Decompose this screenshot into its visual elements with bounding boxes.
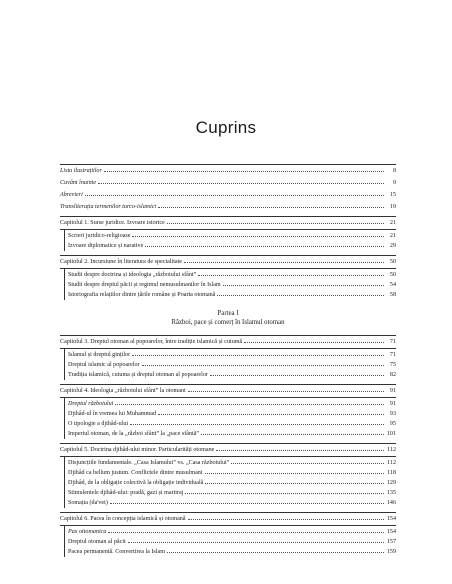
section-bracket <box>64 525 65 557</box>
toc-section: Tradiția islamică, cutuma și dreptul otoman al popoarelor 82 <box>68 372 396 378</box>
toc-section: Imperiul otoman, de la „război sfânt” la „pace sfântă” 101 <box>68 431 396 437</box>
toc-section: Pacea permanentă. Convertirea la Islam 159 <box>68 549 396 555</box>
toc-chapter-2: Capitolul 2. Incursiune în literatura de specialitate 50 <box>60 259 396 265</box>
toc-section: Djihâd, de la obligație colectivă la obligație individuală 129 <box>68 480 396 486</box>
divider <box>60 397 396 398</box>
section-bracket <box>64 348 65 380</box>
toc-section: Dreptul islamic al popoarelor 75 <box>68 362 396 368</box>
toc-section: Islamul și dreptul ginților 71 <box>68 352 396 358</box>
toc-section: Somația (da'vet) 146 <box>68 500 396 506</box>
toc-section: Studii despre doctrina și ideologia „războiului sfânt” 50 <box>68 272 396 278</box>
section-bracket <box>64 456 65 508</box>
toc-section: Stimulentele djihâd-ului: pradă, gazi și martiraj 135 <box>68 490 396 496</box>
toc-chapter-5: Capitolul 5. Doctrina djihâd-ului minor. Particularități otomane 112 <box>60 447 396 453</box>
divider <box>60 525 396 526</box>
toc-section: Disjuncțiile fundamentale. „Casa Islamului” vs. „Casa războiului” 112 <box>68 460 396 466</box>
divider <box>60 216 396 217</box>
divider <box>60 229 396 230</box>
toc-entry-illustrations: Lista ilustrațiilor 8 <box>60 168 396 174</box>
toc-section: Scrieri juridico-religioase 21 <box>68 233 396 239</box>
section-bracket <box>64 397 65 439</box>
section-bracket <box>64 268 65 300</box>
toc-section: Djihâd-ul în vremea lui Muhammad 93 <box>68 411 396 417</box>
divider <box>60 255 396 256</box>
divider <box>60 348 396 349</box>
toc-section: Pax ottomanica 154 <box>68 529 396 535</box>
toc-section: Dreptul războiului 91 <box>68 401 396 407</box>
toc-section: Djihâd ca bellum justum. Conflictele dintre musulmani 118 <box>68 470 396 476</box>
toc-section: Istoriografia relațiilor dintre țările române și Poarta otomană 58 <box>68 292 396 298</box>
divider <box>60 512 396 513</box>
divider <box>60 268 396 269</box>
toc-entry-transliteration: Transliterația termenilor turco-islamici 19 <box>60 204 396 210</box>
divider <box>60 443 396 444</box>
part-label: Partea I <box>217 310 239 317</box>
toc-entry-foreword: Cuvânt înainte 9 <box>60 180 396 186</box>
divider <box>60 456 396 457</box>
section-bracket <box>64 229 65 251</box>
toc-entry-abbreviations: Abrevieri 15 <box>60 192 396 198</box>
divider <box>60 335 396 336</box>
toc-chapter-4: Capitolul 4. Ideologia „războiului sfânt” la otomani 91 <box>60 388 396 394</box>
toc-section: Studii despre dreptul păcii și regimul nemusulmanilor în Islam 54 <box>68 282 396 288</box>
part-subtitle: Război, pace și comerț în Islamul otoman <box>171 319 285 326</box>
toc-chapter-6: Capitolul 6. Pacea în concepția islamică și otomană 154 <box>60 516 396 522</box>
divider <box>60 164 396 165</box>
divider <box>60 384 396 385</box>
toc-chapter-1: Capitolul 1. Surse juridice. Izvoare istorice 21 <box>60 220 396 226</box>
toc-chapter-3: Capitolul 3. Dreptul otoman al popoarelor, între tradiție islamică și cutumă 71 <box>60 339 396 345</box>
page-title: Cuprins <box>195 118 257 137</box>
toc-section: Dreptul otoman al păcii 157 <box>68 539 396 545</box>
toc-section: Izvoare diplomatice și narative 29 <box>68 243 396 249</box>
toc-section: O tipologie a djihâd-ului 95 <box>68 421 396 427</box>
